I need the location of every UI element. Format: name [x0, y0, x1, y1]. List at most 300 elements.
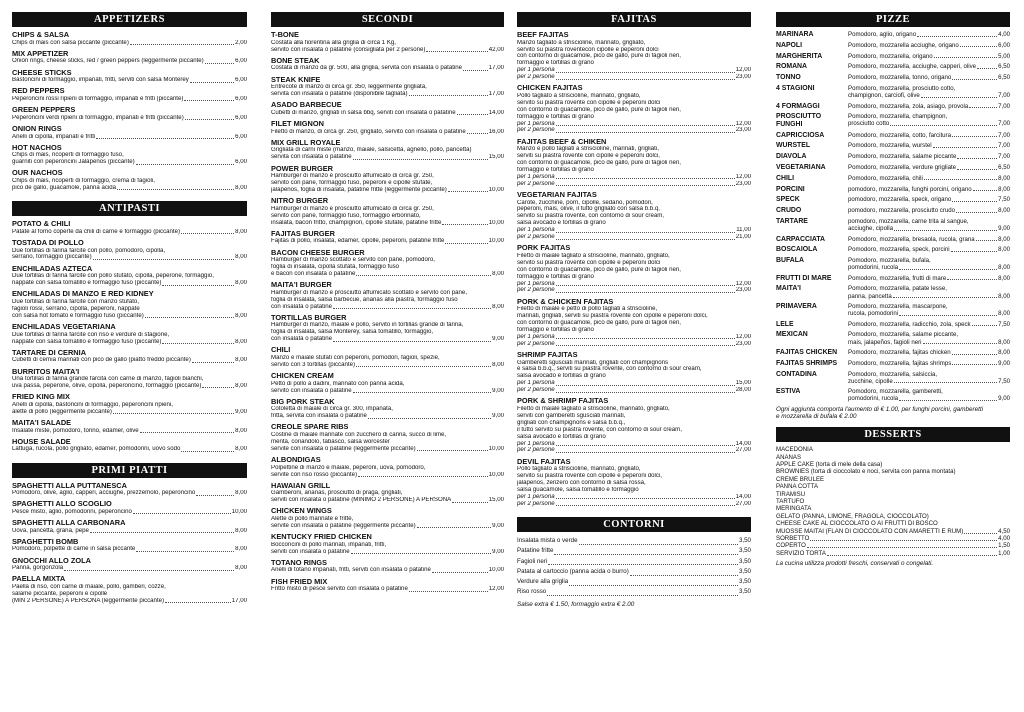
- menu-line: [776, 535, 1010, 542]
- menu-line: [848, 53, 1010, 60]
- menu-line: [517, 406, 751, 413]
- line-text: Onion rings, cheese sticks, red / green peppers (leggermente piccante): [12, 58, 204, 65]
- item-name: MAITA'I SALADE: [12, 417, 72, 427]
- pizza-item: [776, 113, 1010, 128]
- line-text: Pomodoro, mozzarella, bresaola, rucola, grana: [848, 235, 975, 243]
- item-name: CHICKEN CREAM: [271, 371, 334, 381]
- line-text: BROWNIES (torta di cioccolato e noci, servita con panna montata): [776, 468, 956, 476]
- menu-line: [848, 349, 1010, 356]
- menu-line: [848, 207, 1010, 214]
- pizza-description: [848, 236, 1010, 244]
- pizza-name: WURSTEL: [776, 142, 811, 150]
- line-text: grigliati con champignons e salsa b.b.q.,: [517, 419, 626, 426]
- menu-line: [848, 285, 1010, 292]
- line-text: Hamburger di manzo scottato e servito con pane, pomodoro,: [271, 257, 435, 264]
- line-text: Pomodoro, mozzarella, bufala,: [848, 257, 931, 265]
- menu-line: [848, 360, 1010, 367]
- menu-item: [517, 298, 751, 348]
- dot-leader: [952, 136, 997, 137]
- menu-line: [517, 40, 751, 47]
- menu-line: [271, 362, 504, 369]
- line-price: 6,50: [998, 74, 1010, 82]
- menu-line: [12, 178, 247, 185]
- line-price: 9,00: [998, 359, 1010, 367]
- line-text: MERINGATA: [776, 505, 812, 513]
- menu-line: [271, 91, 504, 98]
- menu-item: [517, 84, 751, 134]
- section-header-antipasti: ANTIPASTI: [12, 201, 247, 216]
- pizza-description: [848, 74, 1010, 82]
- item-name: CHICKEN WINGS: [271, 506, 332, 516]
- item-name: CHICKEN FAJITAS: [517, 83, 583, 93]
- menu-line: [271, 497, 504, 504]
- line-price: 8,00: [235, 280, 247, 287]
- line-price: 8,00: [492, 361, 504, 368]
- dot-leader: [556, 132, 735, 133]
- desserts-note: La cucina utilizza prodotti freschi, conservati o congelati.: [776, 560, 934, 568]
- item-name: SPAGHETTI ALLA PUTTANESCA: [12, 480, 127, 490]
- dot-leader: [952, 201, 997, 202]
- item-name: ASADO BARBECUE: [271, 100, 342, 110]
- pizza-description: [848, 164, 1010, 172]
- dot-leader: [445, 243, 487, 244]
- menu-item: [12, 438, 247, 454]
- menu-line: [271, 329, 504, 336]
- pizza-item: [776, 285, 1010, 299]
- line-text: per 1 persona: [517, 333, 555, 340]
- menu-line: [848, 321, 1010, 328]
- menu-line: [517, 93, 751, 100]
- menu-line: [517, 167, 751, 174]
- appetizers-list: [12, 31, 247, 192]
- menu-line: [517, 227, 751, 234]
- menu-item: [12, 575, 247, 604]
- menu-line: [517, 427, 751, 434]
- line-text: Patatine fritte: [517, 547, 554, 555]
- section-header-pizze: PIZZE: [776, 12, 1010, 27]
- pizza-description: [848, 207, 1010, 215]
- menu-line: [776, 542, 1010, 549]
- menu-item: [271, 533, 504, 555]
- menu-line: [517, 100, 751, 107]
- menu-line: [776, 498, 1010, 505]
- section-header-contorni: CONTORNI: [517, 517, 751, 532]
- line-price: 8,00: [998, 292, 1010, 300]
- item-name: HOT NACHOS: [12, 142, 62, 152]
- menu-line: [848, 395, 1010, 402]
- line-price: 8,00: [998, 207, 1010, 215]
- pizza-name: CAPRICCIOSA: [776, 131, 825, 139]
- line-text: servito con insalata o patatine: [271, 387, 352, 394]
- pizza-item: [776, 175, 1010, 183]
- dot-leader: [917, 36, 997, 37]
- pizza-item: [776, 142, 1010, 150]
- line-text: jalapenos, foglia di insalata, patatine fritte (leggermente piccante): [271, 186, 447, 193]
- line-text: Pomodoro, polpette di carne in salsa piccante: [12, 546, 136, 553]
- dot-leader: [192, 362, 234, 363]
- menu-item: [517, 31, 751, 81]
- line-text: Filetto di maiale tagliato a striscioline, marinato, grigliato,: [517, 252, 670, 259]
- menu-line: [517, 313, 751, 320]
- menu-line: [12, 546, 247, 553]
- dot-leader: [933, 147, 997, 148]
- line-price: 9,00: [492, 387, 504, 394]
- dot-leader: [556, 452, 735, 453]
- line-text: rucola, pomodorini: [848, 310, 899, 318]
- dot-leader: [960, 46, 997, 47]
- line-price: 7,00: [998, 102, 1010, 110]
- line-text: Pomodoro, mozzarella, origano: [848, 52, 933, 60]
- line-price: 9,00: [998, 395, 1010, 403]
- pizza-description: [848, 371, 1010, 385]
- menu-line: [517, 413, 751, 420]
- line-text: per 2 persone: [517, 234, 555, 241]
- item-name: ENCHILADAS VEGETARIANA: [12, 322, 116, 331]
- menu-line: [12, 490, 247, 497]
- line-text: pomodoro, mozzarella, speck, origano: [848, 196, 952, 204]
- menu-item: [12, 239, 247, 261]
- line-text: serrano, formaggio (piccante): [12, 254, 92, 261]
- dot-leader: [113, 413, 234, 414]
- dot-leader: [977, 68, 997, 69]
- line-price: 12,00: [735, 173, 751, 180]
- menu-line: [848, 186, 1010, 193]
- item-name: ENCHILADAS DI MANZO E RED KIDNEY: [12, 289, 154, 299]
- dot-leader: [442, 224, 487, 225]
- line-text: (MIN 2 PERSONE) A PERSONA (leggermente piccante): [12, 597, 165, 604]
- line-text: formaggio e tortillas di grano: [517, 60, 594, 67]
- line-text: Insalate miste, pomodoro, tonno, edamer, olive: [12, 427, 139, 434]
- line-price: 14,00: [488, 109, 504, 116]
- menu-line: [271, 523, 504, 530]
- line-price: 4,00: [998, 535, 1010, 543]
- line-text: serviti su piastra rovente con cipolle e peperoni dolci,: [517, 153, 660, 160]
- line-text: per 2 persone: [517, 287, 555, 294]
- menu-line: [12, 383, 247, 390]
- pizza-description: [848, 53, 1010, 61]
- menu-line: [271, 129, 504, 136]
- line-text: per 2 persone: [517, 387, 555, 394]
- menu-line: [517, 501, 751, 508]
- dot-leader: [417, 450, 488, 451]
- menu-line: [12, 115, 247, 122]
- pizza-name: DIAVOLA: [776, 153, 807, 161]
- line-price: 8,00: [492, 270, 504, 277]
- pizza-item: [776, 321, 1010, 329]
- pizza-name: CARPACCIATA: [776, 235, 825, 243]
- menu-line: [12, 280, 247, 287]
- line-text: pomodorini, rucola: [848, 264, 899, 272]
- line-text: salsa avocado e tortillas di grano: [517, 433, 606, 440]
- line-price: 2,00: [235, 39, 247, 46]
- dot-leader: [452, 502, 488, 503]
- line-price: 8,00: [492, 303, 504, 310]
- menu-line: [517, 213, 751, 220]
- line-text: con contorno di guacamole, pico de gallo, pure di fagioli neri,: [517, 160, 681, 167]
- menu-item: [12, 220, 247, 236]
- dot-leader: [556, 178, 735, 179]
- dot-leader: [181, 233, 234, 234]
- menu-line: [776, 454, 1010, 461]
- line-text: Chips di mais, ricoperti di formaggio, crema di fagioli,: [12, 178, 155, 185]
- line-price: 7,00: [998, 92, 1010, 100]
- item-name: POTATO & CHILI: [12, 219, 71, 229]
- line-price: 8,00: [998, 310, 1010, 318]
- line-price: 7,50: [998, 196, 1010, 204]
- menu-item: [271, 120, 504, 136]
- line-text: servito su piastra rovente con cipolle e peperoni dolci: [517, 259, 661, 266]
- item-name: CHEESE STICKS: [12, 67, 72, 77]
- line-text: formaggio e tortillas di grano: [517, 326, 594, 333]
- pizza-description: [848, 257, 1010, 271]
- line-price: 8,00: [235, 184, 247, 191]
- dot-leader: [353, 392, 492, 393]
- dot-leader: [90, 532, 234, 533]
- menu-line: [848, 246, 1010, 253]
- item-name: HAWAIAN GRILL: [271, 480, 331, 490]
- section-header-primi-piatti: PRIMI PIATTI: [12, 463, 247, 478]
- menu-line: [271, 413, 504, 420]
- pizza-description: [848, 349, 1010, 357]
- dot-leader: [190, 82, 234, 83]
- menu-line: [517, 380, 751, 387]
- dot-leader: [356, 275, 491, 276]
- line-text: nappate con salsa tomatillo e formaggio fuso (piccante): [12, 280, 162, 287]
- line-text: servito con insalata o patatine (consigliata per 2 persone): [271, 46, 426, 53]
- line-text: foglia di insalata, salsa Monterey, salsa tomatillo, formaggio,: [271, 329, 434, 336]
- pizza-description: [848, 303, 1010, 317]
- line-text: Alette di pollo marinate e fritte,: [271, 516, 354, 523]
- line-text: servito su piastra roventecon cipolle e peperoni dolci: [517, 46, 659, 53]
- line-price: 8,00: [235, 490, 247, 497]
- menu-item: [271, 101, 504, 117]
- line-text: Pomodoro, mozzarella, frutti di mare: [848, 274, 947, 282]
- menu-line: [517, 274, 751, 281]
- line-price: 8,00: [235, 546, 247, 553]
- pizza-description: [848, 113, 1010, 128]
- pizza-item: [776, 53, 1010, 61]
- line-text: SERVIZIO TORTA: [776, 549, 826, 557]
- dot-leader: [952, 354, 998, 355]
- pizza-description: [848, 103, 1010, 111]
- line-price: 9,00: [235, 408, 247, 415]
- pizza-item: [776, 236, 1010, 244]
- dot-leader: [569, 585, 738, 586]
- line-text: servito su piastra rovente con cipolle e peperoni dolci,: [517, 473, 662, 480]
- line-text: CHEESE CAKE AL CIOCCOLATO O AI FRUTTI DI BOSCO: [776, 520, 938, 528]
- menu-line: [517, 557, 751, 567]
- line-price: 9,00: [492, 413, 504, 420]
- line-price: 6,00: [235, 77, 247, 84]
- line-text: per 1 persona: [517, 227, 555, 234]
- menu-line: [517, 466, 751, 473]
- dot-leader: [136, 164, 234, 165]
- pizza-item: [776, 74, 1010, 82]
- line-text: Fagioli neri: [517, 557, 548, 565]
- dot-leader: [957, 158, 997, 159]
- dot-leader: [556, 338, 735, 339]
- line-text: servita con insalata o patatine (disponibile tagliata): [271, 91, 408, 97]
- menu-line: [848, 31, 1010, 38]
- dot-leader: [947, 279, 997, 280]
- line-text: salsa avocado e tortillas di grano: [517, 220, 606, 227]
- menu-line: [517, 200, 751, 207]
- dot-leader: [556, 72, 735, 73]
- pizza-item: [776, 218, 1010, 232]
- desserts-list: [776, 446, 1010, 557]
- pizza-description: [848, 196, 1010, 204]
- pizza-name: ESTIVA: [776, 388, 801, 396]
- pizza-name: FAJITAS SHRIMPS: [776, 359, 838, 367]
- menu-item: [271, 559, 504, 575]
- line-price: 10,00: [488, 567, 504, 574]
- menu-line: [848, 85, 1010, 92]
- section-header-appetizers: APPETIZERS: [12, 12, 247, 27]
- menu-line: [848, 132, 1010, 139]
- line-text: Pomodoro, mozzarella, gamberetti,: [848, 388, 943, 396]
- section-header-desserts: DESSERTS: [776, 427, 1010, 442]
- line-text: Pomodoro, mozzarella, salame piccante: [848, 153, 957, 161]
- menu-item: [12, 323, 247, 345]
- line-price: 9,00: [998, 225, 1010, 233]
- dot-leader: [333, 341, 491, 342]
- line-price: 8,00: [235, 565, 247, 572]
- menu-line: [517, 320, 751, 327]
- pizza-item: [776, 275, 1010, 283]
- line-text: pomodoro, mozzarella, prosciutto crudo: [848, 207, 956, 215]
- menu-line: [12, 159, 247, 166]
- menu-item: [271, 281, 504, 310]
- menu-line: [517, 536, 751, 546]
- menu-line: [271, 220, 504, 227]
- menu-line: [848, 196, 1010, 203]
- menu-item: [271, 139, 504, 161]
- menu-line: [271, 84, 504, 91]
- item-name: SPAGHETTI ALLA CARBONARA: [12, 518, 126, 528]
- item-name: ENCHILADAS AZTECA: [12, 263, 93, 273]
- line-price: 11,00: [736, 227, 751, 234]
- pizza-description: [848, 360, 1010, 368]
- menu-line: [12, 528, 247, 535]
- line-text: per 1 persona: [517, 493, 555, 500]
- line-price: 3,50: [738, 588, 751, 596]
- pizza-item: [776, 42, 1010, 50]
- menu-line: [12, 402, 247, 409]
- menu-line: [271, 187, 504, 194]
- menu-line: [517, 127, 751, 134]
- menu-item: [12, 482, 247, 498]
- menu-line: [271, 516, 504, 523]
- line-price: 3,50: [738, 578, 751, 586]
- pizza-item: [776, 132, 1010, 140]
- menu-item: [12, 125, 247, 141]
- line-price: 4,50: [998, 527, 1010, 535]
- item-name: FILET MIGNON: [271, 119, 324, 128]
- line-text: TIRAMISU: [776, 490, 806, 498]
- dot-leader: [556, 185, 735, 186]
- line-text: acciughe, cipolla: [848, 225, 894, 233]
- menu-line: [776, 483, 1010, 490]
- menu-item: [12, 144, 247, 166]
- line-price: 8,00: [235, 338, 247, 345]
- menu-line: [517, 174, 751, 181]
- menu-line: [517, 327, 751, 334]
- pizza-name: FRUTTI DI MARE: [776, 274, 832, 282]
- menu-line: [848, 153, 1010, 160]
- item-name: CREOLE SPARE RIBS: [271, 422, 349, 432]
- dot-leader: [973, 190, 997, 191]
- menu-line: [517, 121, 751, 128]
- pizza-name: ROMANA: [776, 63, 808, 71]
- menu-line: [271, 586, 504, 593]
- dot-leader: [96, 138, 234, 139]
- pizza-description: [848, 331, 1010, 345]
- pizza-item: [776, 257, 1010, 271]
- pizza-description: [848, 186, 1010, 194]
- menu-line: [517, 114, 751, 121]
- line-text: nappate con salsa tomatillo e formaggio fuso (piccante): [12, 338, 162, 345]
- dot-leader: [894, 230, 997, 231]
- menu-item: [12, 87, 247, 103]
- pizza-name: 4 STAGIONI: [776, 84, 815, 92]
- menu-line: [271, 297, 504, 304]
- pizza-name: PRIMAVERA: [776, 303, 817, 311]
- dot-leader: [556, 125, 735, 126]
- line-text: Filetto di manzo, di circa gr. 250, grigliato, servito con insalata o patatine: [271, 128, 466, 135]
- line-text: Patate al forno coperte da chili di carne e formaggio (piccante): [12, 228, 181, 235]
- line-text: panna, pancetta: [848, 292, 892, 300]
- line-price: 4,00: [998, 31, 1010, 38]
- line-text: pico de gallo, guacamole, panna acida: [12, 184, 117, 191]
- pizze-note-line-2: e mozzarella di bufala € 2.00: [776, 412, 857, 420]
- dot-leader: [136, 551, 234, 552]
- dot-leader: [432, 572, 488, 573]
- dot-leader: [93, 259, 235, 260]
- menu-line: [271, 154, 504, 161]
- line-text: insalata, bacon fritto, champignon, cipolle stufate, patatine fritte: [271, 219, 442, 226]
- line-price: 9,00: [492, 548, 504, 555]
- menu-line: [517, 146, 751, 153]
- menu-line: [517, 441, 751, 448]
- dot-leader: [548, 564, 738, 565]
- dot-leader: [921, 97, 997, 98]
- menu-line: [848, 310, 1010, 317]
- line-text: Pomodoro, mozzarella, mascarpone,: [848, 303, 948, 311]
- line-text: con insalata o patatine: [271, 336, 332, 343]
- menu-line: [517, 153, 751, 160]
- pizza-description: [848, 285, 1010, 299]
- dot-leader: [952, 364, 997, 365]
- line-text: Pesce misto, aglio, pomodorini, peperoncino: [12, 508, 132, 515]
- pizza-name: NAPOLI: [776, 41, 803, 49]
- menu-line: [12, 565, 247, 572]
- line-price: 6,50: [998, 63, 1010, 71]
- line-text: Uova, pancetta, grana, pepe: [12, 527, 89, 534]
- line-text: formaggio e tortillas di grano: [517, 273, 594, 280]
- line-text: Pomodoro, olive, aglio, capperi, acciughe, prezzemolo, peperoncino: [12, 490, 196, 497]
- line-text: Fajitas di pollo, insalata, edamer, cipolle, peperoni, patatine fritte: [271, 238, 445, 245]
- menu-line: [271, 355, 504, 362]
- pizza-item: [776, 85, 1010, 99]
- pizza-item: [776, 360, 1010, 368]
- menu-item: [12, 393, 247, 415]
- menu-line: [271, 238, 504, 245]
- dot-leader: [579, 544, 738, 545]
- menu-line: [517, 447, 751, 454]
- line-text: pomodoro, mozzarella, funghi porcini, origano: [848, 185, 972, 193]
- line-price: 23,00: [735, 287, 751, 294]
- dot-leader: [807, 547, 997, 548]
